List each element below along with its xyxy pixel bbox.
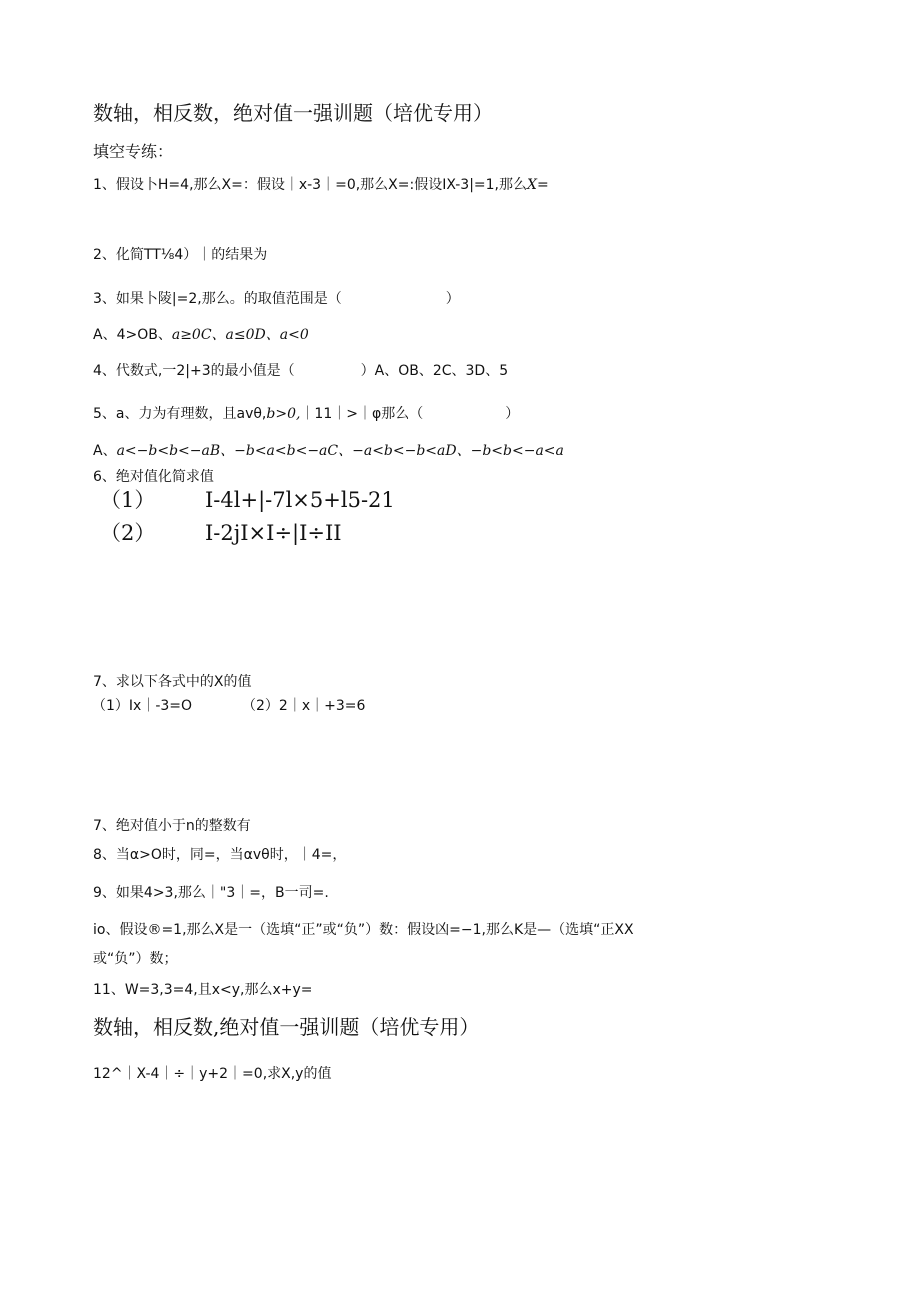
question-6: 6、绝对值化简求值 bbox=[93, 469, 214, 485]
question-5 bbox=[93, 405, 519, 423]
question-5-options bbox=[93, 442, 564, 460]
question-3-text: 3、如果卜陵|=2,那么。的取值范围是（ bbox=[93, 291, 342, 307]
question-11: 11、W=3,3=4,且x<y,那么x+y= bbox=[93, 982, 313, 998]
question-7b: 7、绝对值小于n的整数有 bbox=[93, 818, 251, 834]
question-5-text-b: b>0, bbox=[266, 406, 301, 422]
question-10-line-2: 或“负”）数； bbox=[93, 951, 178, 967]
question-1-tail: X= bbox=[527, 177, 549, 193]
page-title-repeat: 数轴，相反数,绝对值一强训题（培优专用） bbox=[93, 1015, 480, 1039]
question-12: 12^｜X-4｜÷｜y+2｜=0,求X,y的值 bbox=[93, 1066, 332, 1082]
question-5-text-c: ｜11｜>｜φ那么（ bbox=[300, 406, 424, 422]
question-5-options-b: a<−b<b<−aB、−b<a<b<−aC、−a<b<−b<aD、−b<b<−a<a bbox=[116, 443, 564, 459]
question-8: 8、当α>O时，同=，当αvθ时，｜4=， bbox=[93, 847, 347, 863]
question-5-options-a: A、 bbox=[93, 443, 117, 459]
question-6-part-2-label: （2） bbox=[100, 521, 156, 545]
section-subtitle: 填空专练： bbox=[93, 142, 174, 161]
question-9: 9、如果4>3,那么｜"3｜=，B一司=. bbox=[93, 885, 329, 901]
question-5-text-a: 5、a、力为有理数，且avθ, bbox=[93, 406, 267, 422]
question-4-options: ）A、OB、2C、3D、5 bbox=[360, 363, 509, 379]
question-6-part-2-expression: I-2jI×I÷|I÷II bbox=[205, 521, 342, 545]
question-3 bbox=[93, 290, 460, 308]
question-2: 2、化简TT⅛4）｜的结果为 bbox=[93, 247, 268, 263]
question-7: 7、求以下各式中的X的值 bbox=[93, 674, 252, 690]
question-7-part-1: （1）Ix｜-3=O bbox=[92, 698, 193, 714]
question-4 bbox=[93, 362, 508, 380]
question-3-options-a: A、4>OB、 bbox=[93, 327, 172, 343]
question-10-line-1: io、假设®=1,那么X是一（选填“正”或“负”）数：假设凶=−1,那么K是—（选填“正XX bbox=[93, 922, 634, 938]
page-title: 数轴，相反数，绝对值一强训题（培优专用） bbox=[93, 101, 493, 125]
question-1 bbox=[93, 176, 549, 194]
question-6-part-1-expression: I-4l+|-7l×5+l5-21 bbox=[205, 488, 395, 512]
question-5-close: ） bbox=[505, 406, 520, 422]
question-6-part-1-label: （1） bbox=[100, 488, 156, 512]
question-3-options bbox=[93, 326, 309, 344]
question-1-text: 1、假设卜H=4,那么X=：假设｜x-3｜=0,那么X=:假设IX-3|=1,那么 bbox=[93, 177, 527, 193]
question-7-part-2: （2）2｜x｜+3=6 bbox=[242, 698, 366, 714]
question-3-close: ） bbox=[445, 291, 460, 307]
question-3-options-b: a≥0C、a≤0D、a<0 bbox=[171, 327, 309, 343]
question-4-text: 4、代数式,一2|+3的最小值是（ bbox=[93, 363, 295, 379]
